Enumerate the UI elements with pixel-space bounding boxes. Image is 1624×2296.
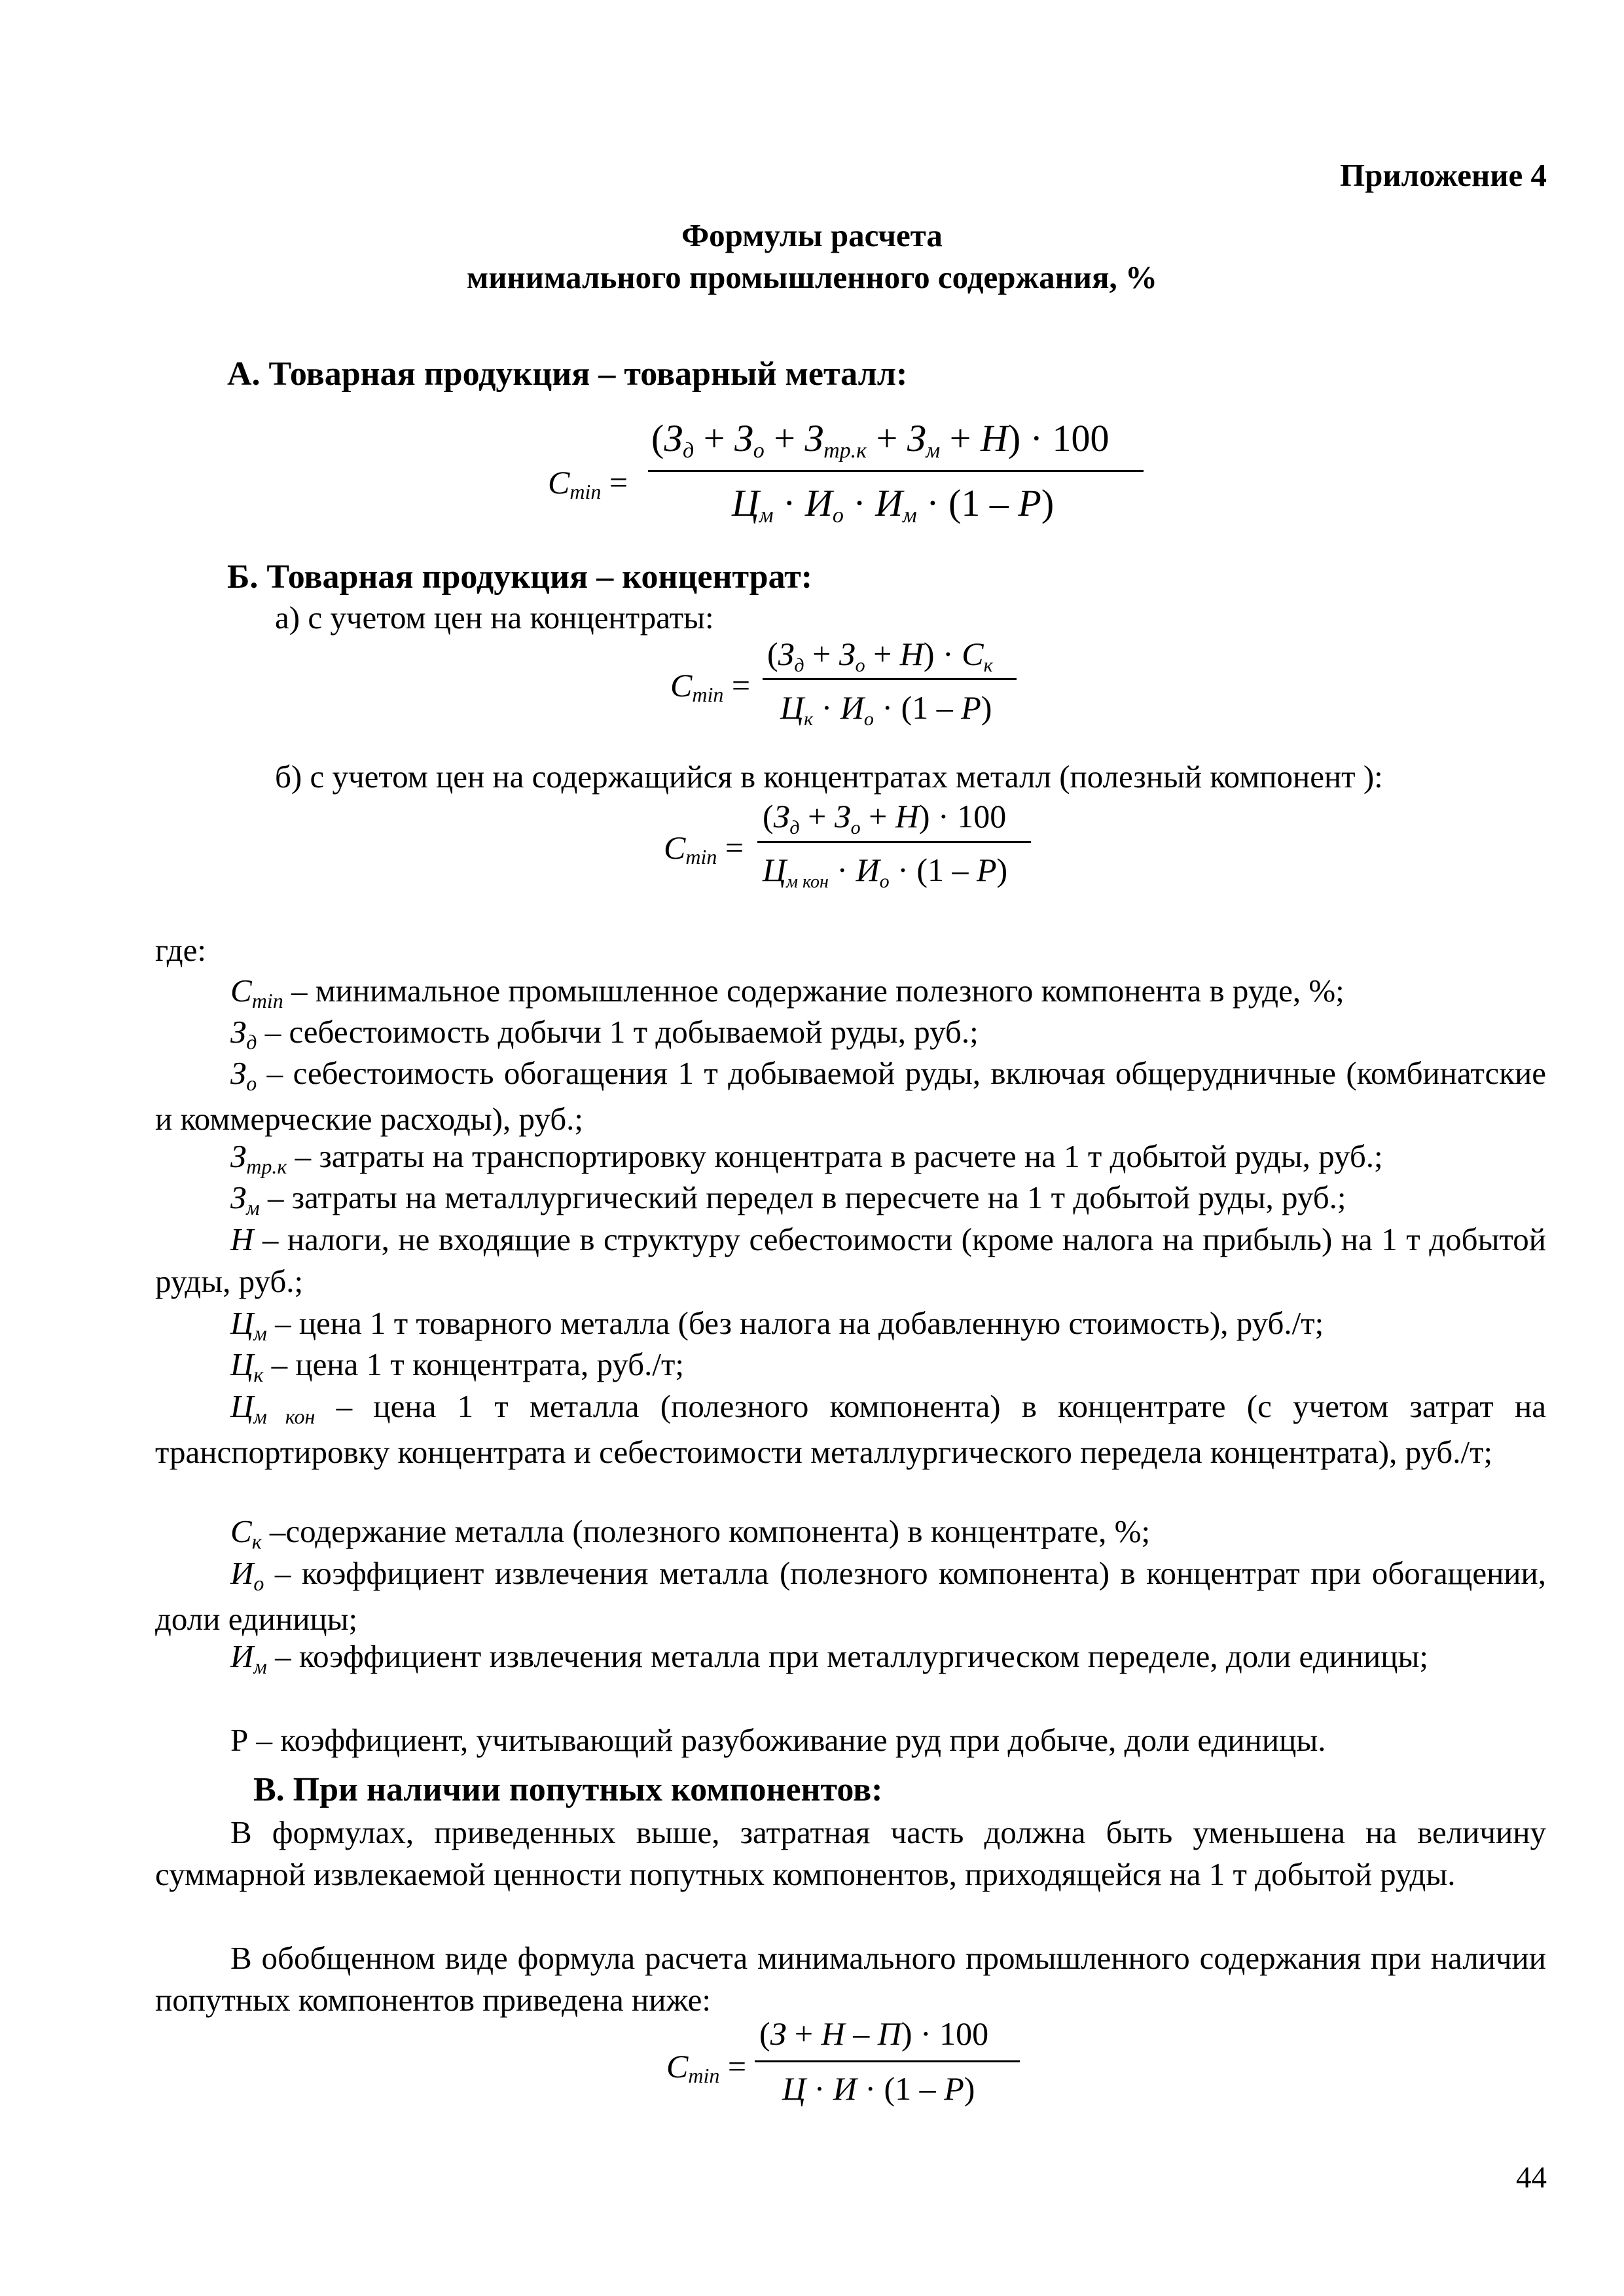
definition-text: –содержание металла (полезного компонента) в концентрате, %; <box>261 1513 1151 1549</box>
definition-symbol-subscript: м кон <box>253 1405 316 1428</box>
definition-symbol-subscript: к <box>253 1363 264 1386</box>
definition-symbol-subscript: тр.к <box>246 1155 287 1178</box>
definition-text: – цена 1 т товарного металла (без налога на добавленную стоимость), руб./т; <box>266 1305 1324 1341</box>
definition-text: – минимальное промышленное содержание полезного компонента в руде, %; <box>283 973 1344 1009</box>
formula-b-a-denominator: $Ц_к \cdot И_о \cdot (1 - Р)$ <box>780 689 992 730</box>
definition-item <box>155 1386 1546 1473</box>
definition-text: – налоги, не входящие в структуру себестоимости (кроме налога на прибыль) на 1 т добытой руды, руб.; <box>155 1221 1546 1299</box>
page-title: Формулы расчета <box>681 217 943 253</box>
section-v-paragraph-2: В обобщенном виде формула расчета минимального промышленного содержания при наличии попутных компонентов приведена ниже: <box>155 1940 1546 2018</box>
section-b-sub-a: а) с учетом цен на концентраты: <box>275 600 714 636</box>
formula-b-b-numerator: $(З_д + З_о + Н) \cdot 100$ <box>763 798 1007 838</box>
formula-b-a-numerator: $(З_д + З_о + Н) \cdot С_к$ <box>767 636 993 676</box>
definition-item <box>155 1011 1546 1057</box>
formula-a-fraction-bar <box>648 470 1144 472</box>
definition-symbol: Ц <box>230 1388 254 1424</box>
definition-symbol: И <box>230 1638 254 1674</box>
formula-b-b-lhs: Cmin = <box>664 829 744 869</box>
definition-symbol: Ц <box>230 1305 254 1341</box>
formula-b-b-fraction-bar <box>757 841 1031 843</box>
definition-symbol: З <box>230 1055 247 1091</box>
definition-text: – коэффициент извлечения металла при металлургическом переделе, доли единицы; <box>266 1638 1429 1674</box>
definition-text: – себестоимость обогащения 1 т добываемой руды, включая общерудничные (комбинатские и коммерческие расходы), руб.; <box>155 1055 1546 1137</box>
formula-a-denominator: Цм · Ио · Им · (1 – Р) <box>732 482 1055 528</box>
page-subtitle: минимального промышленного содержания, % <box>466 259 1158 295</box>
definition-text: Р – коэффициент, учитывающий разубоживание руд при добыче, доли единицы. <box>230 1722 1326 1758</box>
definition-item <box>155 970 1546 1016</box>
definition-item <box>155 1219 1546 1302</box>
definition-text: – коэффициент извлечения металла (полезного компонента) в концентрат при обогащении, доли единицы; <box>155 1555 1546 1637</box>
page-number: 44 <box>1516 2161 1547 2195</box>
definition-symbol-subscript: м <box>253 1321 267 1345</box>
definition-symbol: С <box>230 1513 252 1549</box>
definition-symbol-subscript: о <box>246 1071 257 1095</box>
section-b-sub-b: б) с учетом цен на содержащийся в концентратах металл (полезный компонент ): <box>275 759 1383 795</box>
definition-symbol: З <box>230 1014 247 1050</box>
definition-text: – цена 1 т металла (полезного компонента) в концентрате (с учетом затрат на транспортировку концентрата и себестоимости металлургического передела концентрата), руб./т; <box>155 1388 1546 1470</box>
definition-item <box>155 1052 1546 1139</box>
definition-text: – затраты на металлургический передел в пересчете на 1 т добытой руды, руб.; <box>259 1179 1346 1215</box>
definition-symbol-subscript: о <box>253 1571 264 1595</box>
definition-symbol: Н <box>230 1221 254 1257</box>
definition-symbol: З <box>230 1179 247 1215</box>
definition-item <box>155 1511 1546 1556</box>
formula-b-a-lhs: Cmin = <box>670 667 751 706</box>
appendix-label: Приложение 4 <box>1340 157 1547 193</box>
definition-item <box>155 1302 1546 1348</box>
definition-symbol: З <box>230 1138 247 1174</box>
definition-item <box>155 1177 1546 1223</box>
formula-b-b-denominator: $Ц_{м кон} \cdot И_о \cdot (1 - Р)$ <box>763 852 1008 892</box>
definition-text: – себестоимость добычи 1 т добываемой руды, руб.; <box>257 1014 979 1050</box>
definition-symbol-subscript: д <box>246 1030 257 1054</box>
formula-v-fraction-bar <box>755 2060 1020 2062</box>
definition-symbol-subscript: min <box>251 989 283 1013</box>
definition-item <box>155 1552 1546 1640</box>
section-v-heading: В. При наличии попутных компонентов: <box>253 1771 883 1808</box>
formula-v-numerator: (З + Н – П) · 100 <box>759 2015 989 2052</box>
definition-symbol: C <box>230 973 252 1009</box>
definition-symbol: Ц <box>230 1346 254 1382</box>
formula-a-lhs: Cmin = <box>548 464 628 503</box>
definition-symbol-subscript: к <box>251 1530 262 1553</box>
definition-item <box>155 1719 1546 1761</box>
definition-item <box>155 1344 1546 1390</box>
definition-symbol-subscript: м <box>246 1196 260 1219</box>
section-b-heading: Б. Товарная продукция – концентрат: <box>227 558 813 596</box>
formula-v-lhs: Cmin = <box>666 2048 747 2087</box>
definition-symbol: И <box>230 1555 254 1591</box>
section-v-paragraph-1: В формулах, приведенных выше, затратная часть должна быть уменьшена на величину суммарной извлекаемой ценности попутных компонентов, приходящейся на 1 т добытой руды. <box>155 1814 1546 1892</box>
formula-v-denominator: Ц · И · (1 – Р) <box>782 2070 975 2107</box>
formula-a-numerator: (Зд + Зо + Зтр.к + Зм + Н) · 100 <box>651 417 1110 463</box>
definition-item <box>155 1636 1546 1681</box>
formula-b-a-fraction-bar <box>763 678 1017 680</box>
where-label: где: <box>155 932 206 968</box>
definition-symbol-subscript: м <box>253 1655 267 1678</box>
definition-item <box>155 1136 1546 1181</box>
section-a-heading: А. Товарная продукция – товарный металл: <box>227 355 908 393</box>
definition-text: – затраты на транспортировку концентрата в расчете на 1 т добытой руды, руб.; <box>287 1138 1383 1174</box>
definition-text: – цена 1 т концентрата, руб./т; <box>263 1346 684 1382</box>
